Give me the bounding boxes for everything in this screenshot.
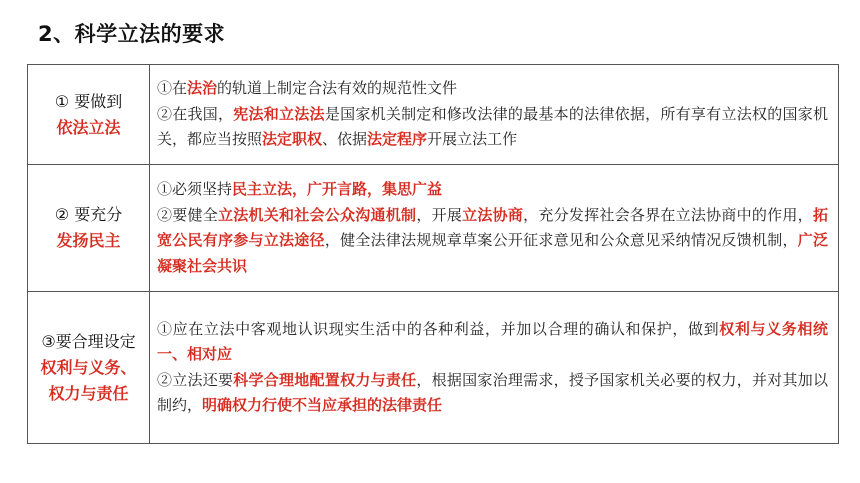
body-text: 、依据 [322,130,368,149]
requirements-table-body [28,65,839,444]
content-paragraph [157,76,828,102]
body-text: ，充分发挥社会各界在立法协商中的作用， [523,205,813,224]
highlight-text: 法定职权 [262,130,323,149]
highlight-text: 广泛凝聚社会共识 [157,231,828,275]
body-text: ，健全法律法规规章草案公开征求意见和公众意见采纳情况反馈机制， [324,231,798,249]
row-label-plain: ② 要充分 [54,205,123,224]
body-text: ，开展 [416,205,463,224]
body-text: ②在我国， [157,104,234,123]
body-text: ①在 [157,79,188,98]
row-label-accent: 权利与义务、权力与责任 [40,357,137,403]
row-content-cell [150,65,839,165]
row-label-cell [28,165,150,292]
table-row [28,165,839,292]
highlight-text: 立法机关和社会公众沟通机制 [218,205,417,224]
body-text: ②要健全 [157,205,219,224]
highlight-text: 立法协商 [462,205,524,224]
body-text: 是国家机关制定和修改法律的最基本的法律依据，所有享有立法权的国家机关，都应当按照 [157,104,828,149]
body-text: ①必须坚持 [157,180,233,198]
content-paragraph [157,203,828,280]
highlight-text: 法治 [187,79,218,98]
content-paragraph [157,368,828,419]
highlight-text: 明确权力行使不当应承担的法律责任 [202,396,443,414]
highlight-text: 权利与义务相统一、相对应 [157,319,828,363]
row-content-cell [150,165,839,292]
row-label-cell [28,292,150,444]
row-label-accent: 发扬民主 [56,231,121,250]
table-row [28,292,839,444]
body-text: ①应在立法中客观地认识现实生活中的各种利益，并加以合理的确认和保护，做到 [157,319,720,338]
row-label-plain: ① 要做到 [54,91,123,111]
content-paragraph [157,317,828,368]
highlight-text: 法定程序 [367,130,428,149]
row-label-accent: 依法立法 [56,117,121,137]
highlight-text: 拓宽公民有序参与立法途径 [157,205,828,249]
table-row [28,65,839,165]
body-text: 开展立法工作 [427,130,518,149]
content-paragraph [157,177,828,203]
requirements-table [27,64,839,444]
page-title: 2、科学立法的要求 [38,22,226,46]
row-content-cell [150,292,839,444]
row-label-cell [28,65,150,165]
row-label [32,329,145,407]
body-text: ②立法还要 [157,370,234,389]
body-text: 的轨道上制定合法有效的规范性文件 [217,79,458,98]
highlight-text: 民主立法，广开言路，集思广益 [232,180,443,198]
row-label-plain: ③要合理设定 [41,331,136,351]
highlight-text: 科学合理地配置权力与责任 [233,370,417,389]
body-text: ，根据国家治理需求，授予国家机关必要的权力，并对其加以制约， [157,370,828,414]
content-paragraph [157,102,828,153]
highlight-text: 宪法和立法法 [233,104,325,123]
